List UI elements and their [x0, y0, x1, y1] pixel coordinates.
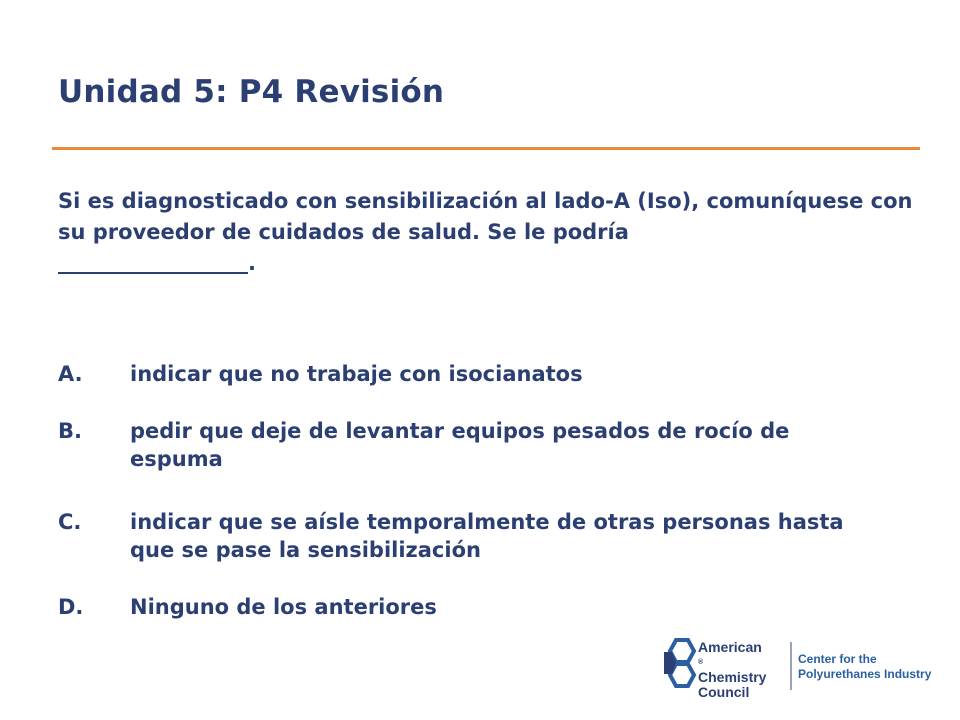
option-d-text: Ninguno de los anteriores [130, 595, 437, 619]
title-divider [52, 147, 920, 150]
question-end: . [248, 251, 256, 275]
registered-mark: ® [698, 659, 704, 666]
option-c-text: indicar que se aísle temporalmente de otras personas hasta que se pase la sensibilización [130, 510, 844, 562]
logo-line-2: Chemistry [698, 669, 767, 685]
slide-title: Unidad 5: P4 Revisión [58, 74, 445, 110]
option-b-text: pedir que deje de levantar equipos pesados de rocío de espuma [130, 419, 790, 471]
center-line-2: Polyurethanes Industry [798, 667, 932, 681]
center-line-1: Center for the [798, 652, 877, 666]
question-body: Si es diagnosticado con sensibilización al lado-A (Iso), comuníquese con su proveedor de cuidados de salud. Se le podría [58, 189, 913, 244]
center-wordmark [798, 652, 931, 682]
hexagon-logo-icon [662, 634, 702, 694]
acc-wordmark [698, 640, 766, 700]
logo-divider [790, 642, 792, 690]
option-a-text: indicar que no trabaje con isocianatos [130, 362, 583, 386]
option-a [58, 360, 583, 388]
option-b-letter: B. [58, 419, 82, 443]
option-b [58, 417, 838, 473]
option-d [58, 593, 437, 621]
logo-line-1: American [698, 639, 762, 655]
logo-line-3: Council [698, 684, 750, 700]
option-d-letter: D. [58, 595, 84, 619]
option-c-letter: C. [58, 510, 82, 534]
question-text [58, 186, 920, 279]
acc-logo [662, 634, 942, 700]
answer-blank [58, 250, 248, 274]
option-c [58, 508, 888, 564]
option-a-letter: A. [58, 362, 83, 386]
